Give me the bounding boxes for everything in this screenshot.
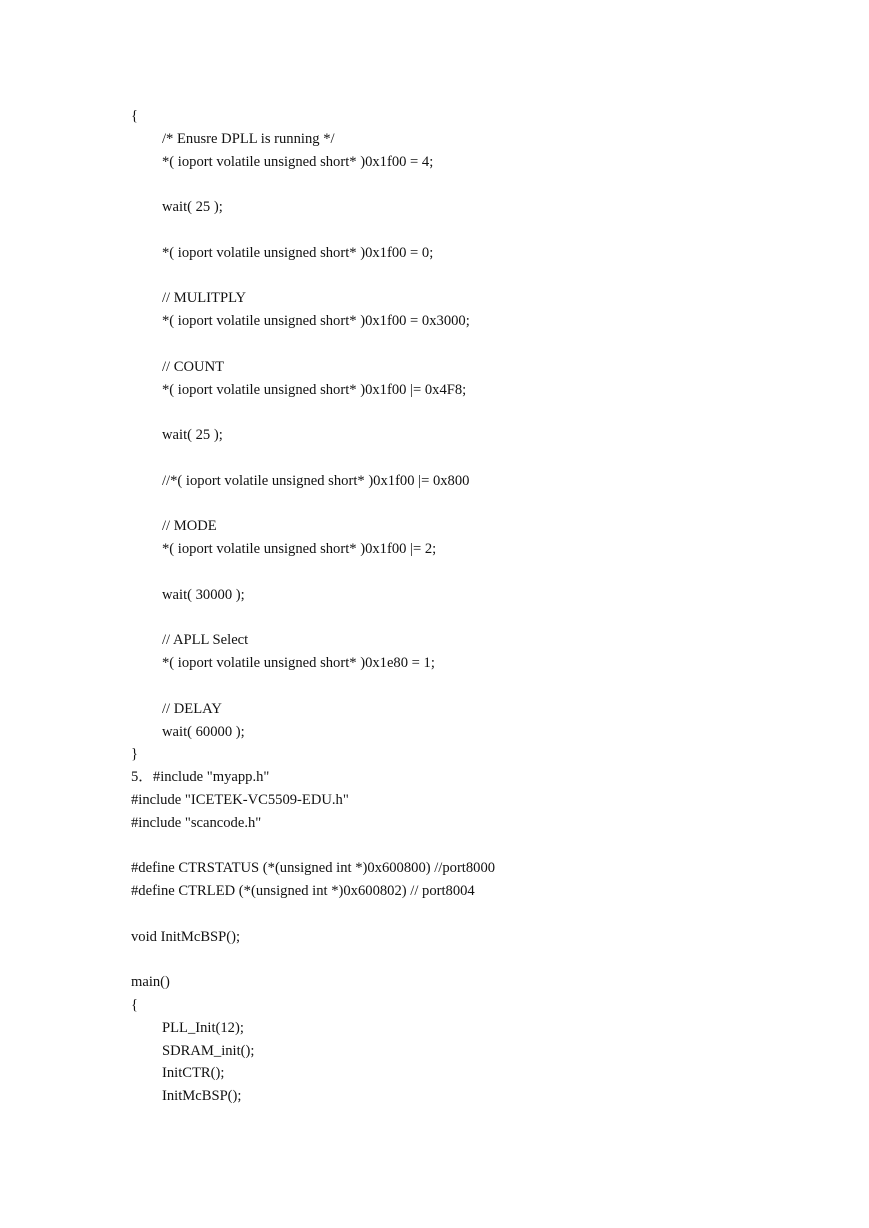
blank-line	[131, 607, 831, 630]
code-line: #define CTRLED (*(unsigned int *)0x600802) // port8004	[131, 883, 475, 900]
blank-line	[131, 903, 831, 926]
code-line: SDRAM_init();	[162, 1042, 255, 1059]
code-line: #include "ICETEK-VC5509-EDU.h"	[131, 791, 349, 808]
blank-line	[131, 333, 831, 356]
code-line: 5．#include "myapp.h"	[131, 769, 270, 786]
code-line: //*( ioport volatile unsigned short* )0x1f00 |= 0x800	[162, 472, 470, 489]
code-line: // MODE	[162, 518, 217, 535]
code-line: InitMcBSP();	[162, 1088, 242, 1105]
code-line: PLL_Init(12);	[162, 1019, 244, 1036]
code-line: *( ioport volatile unsigned short* )0x1f00 = 0;	[162, 244, 434, 261]
code-line: *( ioport volatile unsigned short* )0x1f00 |= 0x4F8;	[162, 381, 467, 398]
blank-line	[131, 401, 831, 424]
code-line: // COUNT	[162, 358, 225, 375]
code-line: InitCTR();	[162, 1065, 225, 1082]
blank-line	[131, 561, 831, 584]
code-listing	[131, 105, 831, 1108]
code-line: *( ioport volatile unsigned short* )0x1f00 = 4;	[162, 153, 434, 170]
code-line: #define CTRSTATUS (*(unsigned int *)0x600800) //port8000	[131, 860, 496, 877]
blank-line	[131, 948, 831, 971]
code-line: wait( 25 );	[162, 199, 223, 216]
blank-line	[131, 675, 831, 698]
blank-line	[131, 835, 831, 858]
code-line: {	[131, 108, 139, 124]
code-line: void InitMcBSP();	[131, 928, 241, 945]
code-line: // APLL Select	[162, 632, 249, 649]
code-line: // DELAY	[162, 700, 222, 717]
code-line: wait( 30000 );	[162, 586, 245, 603]
code-line: *( ioport volatile unsigned short* )0x1f00 = 0x3000;	[162, 313, 470, 330]
blank-line	[131, 219, 831, 242]
code-line: wait( 25 );	[162, 427, 223, 444]
code-line: main()	[131, 974, 170, 991]
code-line: }	[131, 746, 139, 763]
code-line: /* Enusre DPLL is running */	[162, 130, 335, 147]
code-line: wait( 60000 );	[162, 723, 245, 740]
code-line: *( ioport volatile unsigned short* )0x1f00 |= 2;	[162, 541, 437, 558]
blank-line	[131, 265, 831, 288]
code-line: // MULITPLY	[162, 290, 247, 307]
code-line: {	[131, 997, 139, 1014]
blank-line	[131, 447, 831, 470]
code-line: *( ioport volatile unsigned short* )0x1e80 = 1;	[162, 655, 435, 672]
code-line: #include "scancode.h"	[131, 814, 262, 831]
blank-line	[131, 173, 831, 196]
blank-line	[131, 493, 831, 516]
